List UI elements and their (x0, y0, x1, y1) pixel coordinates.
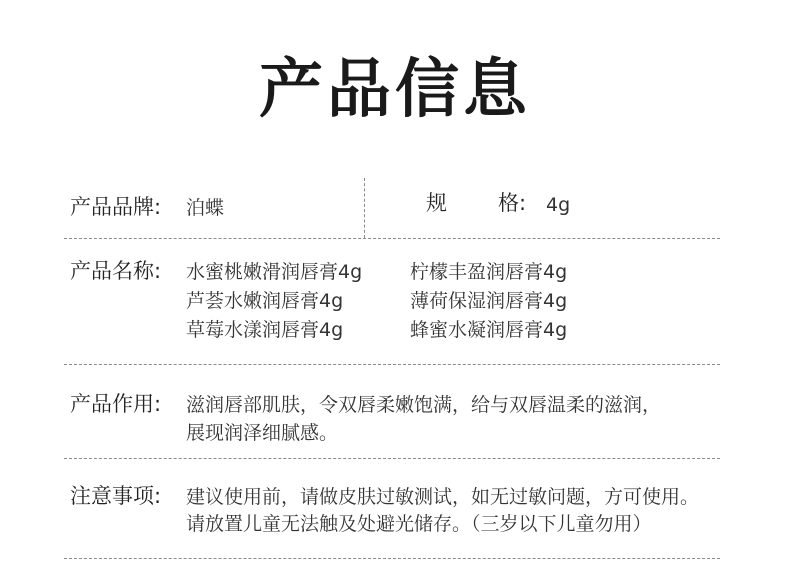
spec-label-part2: 格: (498, 191, 527, 215)
section-divider (64, 238, 720, 239)
product-name-item: 蜂蜜水凝润唇膏4g (410, 319, 568, 341)
effect-line: 展现润泽细腻感。 (186, 422, 339, 444)
effect-label: 产品作用: (70, 392, 162, 416)
section-divider (64, 558, 720, 559)
spec-label-part1: 规 (426, 191, 447, 215)
spec-value: 4g (546, 194, 571, 216)
product-name-item: 薄荷保湿润唇膏4g (410, 290, 568, 312)
vertical-divider (364, 178, 365, 238)
product-name-item: 草莓水漾润唇膏4g (186, 319, 344, 341)
notes-label: 注意事项: (70, 484, 162, 508)
product-name-item: 水蜜桃嫩滑润唇膏4g (186, 261, 363, 283)
notes-line: 请放置儿童无法触及处避光储存。（三岁以下儿童勿用） (186, 513, 652, 535)
product-name-label: 产品名称: (70, 259, 162, 283)
brand-value: 泊蝶 (186, 197, 225, 219)
product-name-item: 芦荟水嫩润唇膏4g (186, 290, 344, 312)
effect-line: 滋润唇部肌肤，令双唇柔嫩饱满，给与双唇温柔的滋润， (186, 394, 662, 416)
notes-line: 建议使用前，请做皮肤过敏测试，如无过敏问题，方可使用。 (186, 486, 700, 508)
product-name-item: 柠檬丰盈润唇膏4g (410, 261, 568, 283)
brand-label: 产品品牌: (70, 195, 162, 219)
section-divider (64, 364, 720, 365)
section-divider (64, 458, 720, 459)
page-title: 产品信息 (259, 53, 531, 127)
